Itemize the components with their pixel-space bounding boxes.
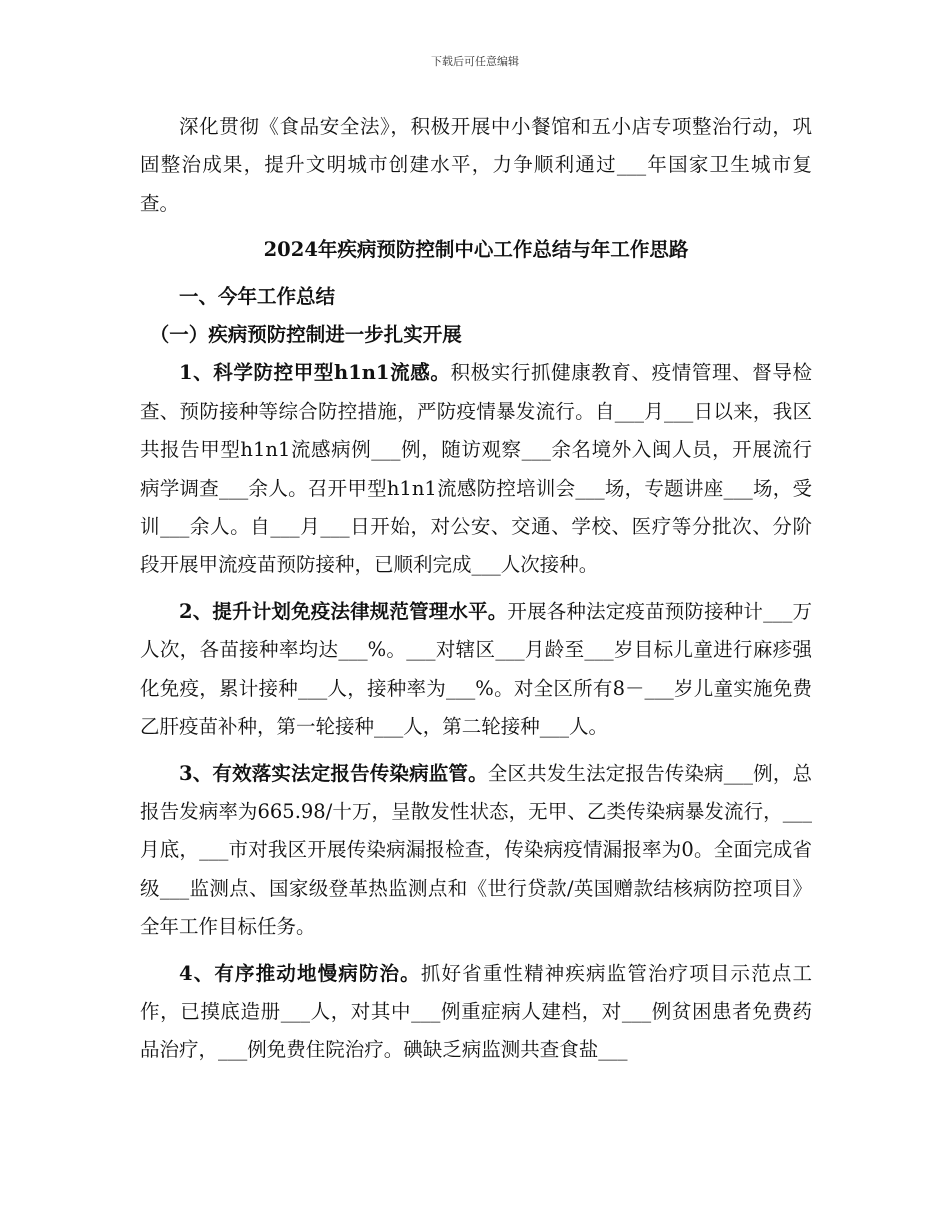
- item-body-2: 开展各种法定疫苗预防接种计___万人次，各苗接种率均达___%。___对辖区___月龄至___岁目标儿童进行麻疹强化免疫，累计接种___人，接种率为___%。对全区所有8－___岁儿童实施免费乙肝疫苗补种，第一轮接种___人，第二轮接种___人。: [140, 599, 812, 739]
- item-body-3: 全区共发生法定报告传染病___例，总报告发病率为665.98/十万，呈散发性状态，无甲、乙类传染病暴发流行，___月底，___市对我区开展传染病漏报检查，传染病疫情漏报率为0。全面完成省级___监测点、国家级登革热监测点和《世行贷款/英国赠款结核病防控项目》全年工作目标任务。: [140, 761, 812, 939]
- document-body: [140, 108, 812, 1070]
- item-paragraph-4: [140, 955, 812, 1070]
- item-heading-2: 2、提升计划免疫法律规范管理水平。: [179, 599, 508, 623]
- subsection-heading: （一）疾病预防控制进一步扎实开展: [149, 323, 462, 347]
- section-heading: 一、今年工作总结: [179, 284, 336, 308]
- item-paragraph-1: [140, 354, 812, 584]
- document-title: 2024年疾病预防控制中心工作总结与年工作思路: [263, 238, 689, 262]
- page-header: 下载后可任意编辑: [431, 55, 519, 68]
- item-body-1: 积极实行抓健康教育、疫情管理、督导检查、预防接种等综合防控措施，严防疫情暴发流行。自___月___日以来，我区共报告甲型h1n1流感病例___例，随访观察___余名境外入闽人员，开展流行病学调查___余人。召开甲型h1n1流感防控培训会___场，专题讲座___场，受训___余人。自___月___日开始，对公安、交通、学校、医疗等分批次、分阶段开展甲流疫苗预防接种，已顺利完成___人次接种。: [140, 361, 812, 577]
- item-body-4: 抓好省重性精神疾病监管治疗项目示范点工作，已摸底造册___人，对其中___例重症病人建档，对___例贫困患者免费药品治疗，___例免费住院治疗。碘缺乏病监测共查食盐___: [140, 961, 812, 1062]
- intro-paragraph: 深化贯彻《食品安全法》，积极开展中小餐馆和五小店专项整治行动，巩固整治成果，提升文明城市创建水平，力争顺利通过___年国家卫生城市复查。: [140, 115, 812, 215]
- item-heading-3: 3、有效落实法定报告传染病监管。: [179, 761, 488, 785]
- item-heading-4: 4、有序推动地慢病防治。: [179, 961, 421, 985]
- item-paragraph-3: [140, 755, 812, 947]
- item-paragraph-2: [140, 593, 812, 747]
- item-heading-1: 1、科学防控甲型h1n1流感。: [179, 361, 451, 385]
